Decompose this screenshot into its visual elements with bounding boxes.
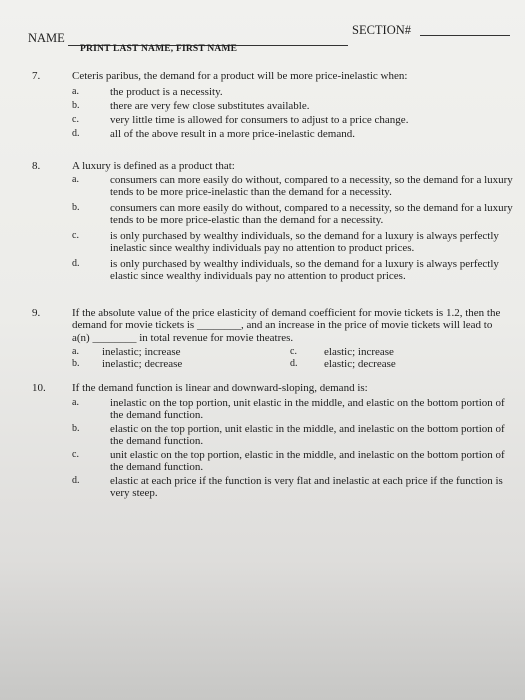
name-sublabel: PRINT LAST NAME, FIRST NAME bbox=[80, 44, 238, 54]
section-write-line bbox=[420, 35, 510, 36]
choice-letter: b. bbox=[72, 423, 80, 434]
question-stem: If the absolute value of the price elasticity of demand coefficient for movie tickets is 1.2, then the demand for movie tickets is ________, and an increase in the price of movie tickets will lead to a(n) ________ in total revenue for movie theatres. bbox=[72, 307, 501, 344]
question-stem: Ceteris paribus, the demand for a product will be more price-inelastic when: bbox=[72, 70, 408, 82]
choice-letter: a. bbox=[72, 86, 79, 97]
choice-letter: c. bbox=[72, 114, 79, 125]
choice-letter: a. bbox=[72, 346, 79, 357]
choice-letter: d. bbox=[72, 258, 80, 269]
choice-text: unit elastic on the top portion, elastic in the middle, and inelastic on the bottom portion of the demand function. bbox=[110, 449, 505, 474]
choice-text: there are very few close substitutes available. bbox=[110, 100, 310, 112]
choice-letter: c. bbox=[290, 346, 297, 357]
choice-text: consumers can more easily do without, compared to a necessity, so the demand for a luxury tends to be more price-elastic than the demand for a necessity. bbox=[110, 202, 513, 227]
choice-text: all of the above result in a more price-inelastic demand. bbox=[110, 128, 355, 140]
choice-letter: b. bbox=[72, 358, 80, 369]
choice-text: the product is a necessity. bbox=[110, 86, 223, 98]
choice-text: very little time is allowed for consumers to adjust to a price change. bbox=[110, 114, 409, 126]
name-label: NAME bbox=[28, 31, 65, 45]
question-stem: A luxury is defined as a product that: bbox=[72, 160, 235, 172]
choice-text: inelastic on the top portion, unit elastic in the middle, and elastic on the bottom portion of the demand function. bbox=[110, 397, 505, 422]
exam-header bbox=[0, 0, 525, 60]
choice-letter: c. bbox=[72, 449, 79, 460]
choice-letter: d. bbox=[72, 128, 80, 139]
choice-letter: d. bbox=[290, 358, 298, 369]
choice-letter: b. bbox=[72, 202, 80, 213]
choice-letter: c. bbox=[72, 230, 79, 241]
choice-letter: a. bbox=[72, 397, 79, 408]
section-label: SECTION# bbox=[352, 23, 412, 37]
choice-text: is only purchased by wealthy individuals, so the demand for a luxury is always perfectly inelastic since wealthy individuals pay no attention to product prices. bbox=[110, 230, 499, 255]
choice-text: elastic on the top portion, unit elastic in the middle, and inelastic on the bottom portion of the demand function. bbox=[110, 423, 505, 448]
choice-letter: a. bbox=[72, 174, 79, 185]
choice-text: elastic at each price if the function is very flat and inelastic at each price if the function is very steep. bbox=[110, 475, 503, 500]
question-number: 8. bbox=[32, 160, 41, 172]
choice-letter: b. bbox=[72, 100, 80, 111]
choice-text: elastic; decrease bbox=[324, 358, 396, 370]
choice-text: is only purchased by wealthy individuals, so the demand for a luxury is always perfectly elastic since wealthy individuals pay no attention to product prices. bbox=[110, 258, 499, 283]
question-stem: If the demand function is linear and downward-sloping, demand is: bbox=[72, 382, 368, 394]
question-number: 7. bbox=[32, 70, 41, 82]
choice-letter: d. bbox=[72, 475, 80, 486]
choice-text: consumers can more easily do without, compared to a necessity, so the demand for a luxury tends to be more price-inelastic than the demand for a necessity. bbox=[110, 174, 513, 199]
choice-text: inelastic; decrease bbox=[102, 358, 183, 370]
choice-text: inelastic; increase bbox=[102, 346, 181, 358]
question-number: 9. bbox=[32, 307, 41, 319]
question-number: 10. bbox=[32, 382, 46, 394]
choice-text: elastic; increase bbox=[324, 346, 394, 358]
